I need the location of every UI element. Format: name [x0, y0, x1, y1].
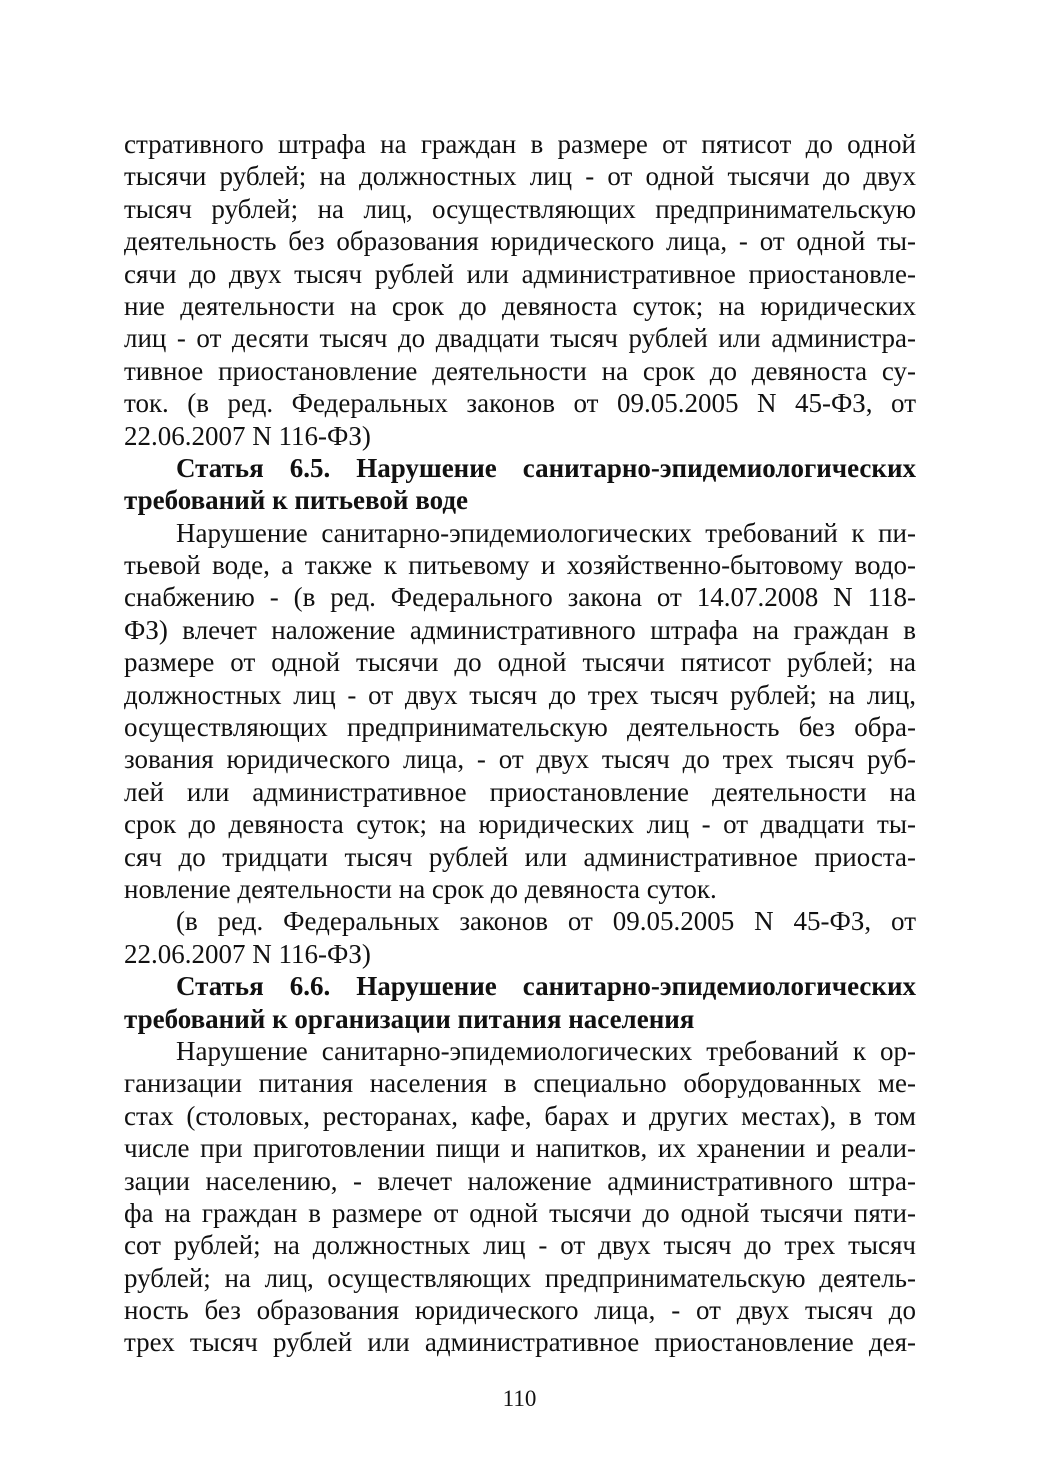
text-line: тьевой воде, а также к питьевому и хозяйственно-бытовому водо-	[124, 550, 916, 581]
text-line: ние деятельности на срок до девяноста суток; на юридических	[124, 290, 916, 321]
text-line: ность без образования юридического лица, - от двух тысяч до	[124, 1295, 916, 1326]
text-line: осуществляющих предпринимательскую деятельность без обра-	[124, 712, 916, 743]
text-line: срок до девяноста суток; на юридических лиц - от двадцати ты-	[124, 809, 916, 840]
text-line: деятельность без образования юридического лица, - от одной ты-	[124, 226, 916, 257]
text-line: 22.06.2007 N 116-ФЗ)	[124, 938, 371, 969]
document-body	[124, 128, 916, 1359]
text-line: лей или административное приостановление деятельности на	[124, 776, 916, 807]
article-heading-6-6: Статья 6.6. Нарушение санитарно-эпидемиологических	[176, 971, 916, 1002]
text-line: ганизации питания населения в специально оборудованных ме-	[124, 1068, 916, 1099]
text-line: зации населению, - влечет наложение административного штра-	[124, 1165, 916, 1196]
text-line: снабжению - (в ред. Федерального закона от 14.07.2008 N 118-	[124, 582, 916, 613]
text-line: должностных лиц - от двух тысяч до трех тысяч рублей; на лиц,	[124, 679, 916, 710]
text-line: новление деятельности на срок до девяноста суток.	[124, 873, 717, 904]
article-heading-6-5-continued: требований к питьевой воде	[124, 485, 468, 516]
text-line: стах (столовых, ресторанах, кафе, барах и других местах), в том	[124, 1100, 916, 1131]
article-heading-6-6-continued: требований к организации питания населения	[124, 1003, 695, 1034]
text-line: фа на граждан в размере от одной тысячи до одной тысячи пяти-	[124, 1197, 916, 1228]
text-line: сяч до тридцати тысяч рублей или административное приоста-	[124, 841, 916, 872]
text-line: (в ред. Федеральных законов от 09.05.2005 N 45-ФЗ, от	[176, 906, 916, 937]
text-line: ФЗ) влечет наложение административного штрафа на граждан в	[124, 614, 916, 645]
text-line: числе при приготовлении пищи и напитков, их хранении и реали-	[124, 1133, 916, 1164]
text-line: Нарушение санитарно-эпидемиологических требований к пи-	[176, 517, 916, 548]
text-line: размере от одной тысячи до одной тысячи пятисот рублей; на	[124, 647, 916, 678]
text-line: 22.06.2007 N 116-ФЗ)	[124, 420, 371, 451]
text-line: ток. (в ред. Федеральных законов от 09.05.2005 N 45-ФЗ, от	[124, 388, 916, 419]
text-line: сот рублей; на должностных лиц - от двух тысяч до трех тысяч	[124, 1230, 916, 1261]
text-line: сячи до двух тысяч рублей или административное приостановле-	[124, 258, 916, 289]
text-line: стративного штрафа на граждан в размере от пятисот до одной	[124, 129, 916, 159]
text-line: тысячи рублей; на должностных лиц - от одной тысячи до двух	[124, 161, 916, 192]
text-line: трех тысяч рублей или административное приостановление дея-	[124, 1327, 916, 1358]
text-line: Нарушение санитарно-эпидемиологических требований к ор-	[176, 1035, 916, 1066]
page-number: 110	[502, 1386, 537, 1411]
text-line: зования юридического лица, - от двух тысяч до трех тысяч руб-	[124, 744, 916, 775]
text-line: рублей; на лиц, осуществляющих предпринимательскую деятель-	[124, 1262, 916, 1293]
text-line: тысяч рублей; на лиц, осуществляющих предпринимательскую	[124, 193, 916, 224]
text-line: тивное приостановление деятельности на срок до девяноста су-	[124, 355, 916, 386]
article-heading-6-5: Статья 6.5. Нарушение санитарно-эпидемиологических	[176, 452, 916, 483]
text-line: лиц - от десяти тысяч до двадцати тысяч рублей или администра-	[124, 323, 916, 354]
